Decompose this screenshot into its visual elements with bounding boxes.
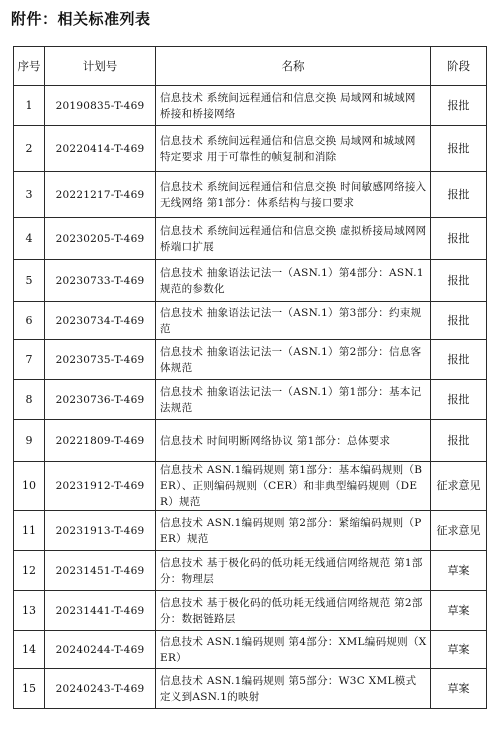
row-stage: 报批 [431, 302, 487, 340]
row-index: 6 [14, 302, 45, 340]
row-index: 10 [14, 462, 45, 511]
row-plan-number: 20221217-T-469 [45, 172, 156, 218]
row-plan-number: 20230733-T-469 [45, 260, 156, 302]
row-index: 14 [14, 631, 45, 669]
table-row [14, 551, 487, 591]
row-standard-name: 信息技术 基于极化码的低功耗无线通信网络规范 第2部分：数据链路层 [156, 591, 431, 631]
header-name: 名称 [156, 47, 431, 86]
row-stage: 草案 [431, 631, 487, 669]
row-stage: 征求意见 [431, 462, 487, 511]
table-row [14, 380, 487, 420]
table-row [14, 591, 487, 631]
row-plan-number: 20230205-T-469 [45, 218, 156, 260]
row-plan-number: 20231451-T-469 [45, 551, 156, 591]
row-stage: 报批 [431, 86, 487, 126]
row-plan-number: 20240244-T-469 [45, 631, 156, 669]
table-row [14, 302, 487, 340]
row-stage: 征求意见 [431, 511, 487, 551]
row-stage: 报批 [431, 126, 487, 172]
table-row [14, 260, 487, 302]
row-standard-name: 信息技术 系统间远程通信和信息交换 时间敏感网络接入无线网络 第1部分：体系结构与接口要求 [156, 172, 431, 218]
row-index: 2 [14, 126, 45, 172]
row-plan-number: 20230735-T-469 [45, 340, 156, 380]
row-standard-name: 信息技术 ASN.1编码规则 第5部分：W3C XML模式定义到ASN.1的映射 [156, 669, 431, 709]
row-plan-number: 20240243-T-469 [45, 669, 156, 709]
row-stage: 报批 [431, 380, 487, 420]
row-index: 12 [14, 551, 45, 591]
header-index: 序号 [14, 47, 45, 86]
row-standard-name: 信息技术 ASN.1编码规则 第1部分：基本编码规则（BER）、正则编码规则（CER）和非典型编码规则（DER）规范 [156, 462, 431, 511]
row-standard-name: 信息技术 系统间远程通信和信息交换 局域网和城域网 桥接和桥接网络 [156, 86, 431, 126]
row-index: 5 [14, 260, 45, 302]
row-stage: 报批 [431, 260, 487, 302]
row-plan-number: 20231912-T-469 [45, 462, 156, 511]
table-row [14, 126, 487, 172]
row-stage: 报批 [431, 420, 487, 462]
row-standard-name: 信息技术 ASN.1编码规则 第4部分：XML编码规则（XER） [156, 631, 431, 669]
row-standard-name: 信息技术 抽象语法记法一（ASN.1）第2部分：信息客体规范 [156, 340, 431, 380]
row-index: 1 [14, 86, 45, 126]
row-index: 7 [14, 340, 45, 380]
table-header-row [14, 47, 487, 86]
row-index: 11 [14, 511, 45, 551]
row-standard-name: 信息技术 抽象语法记法一（ASN.1）第3部分：约束规范 [156, 302, 431, 340]
row-stage: 报批 [431, 340, 487, 380]
standards-table [13, 46, 487, 709]
row-plan-number: 20190835-T-469 [45, 86, 156, 126]
table-body [14, 86, 487, 709]
row-stage: 报批 [431, 218, 487, 260]
table-row [14, 86, 487, 126]
row-standard-name: 信息技术 抽象语法记法一（ASN.1）第1部分：基本记法规范 [156, 380, 431, 420]
row-index: 4 [14, 218, 45, 260]
row-index: 3 [14, 172, 45, 218]
row-index: 15 [14, 669, 45, 709]
table-row [14, 218, 487, 260]
table-row [14, 172, 487, 218]
row-standard-name: 信息技术 时间明断网络协议 第1部分：总体要求 [156, 420, 431, 462]
row-standard-name: 信息技术 系统间远程通信和信息交换 虚拟桥接局域网网桥端口扩展 [156, 218, 431, 260]
table-row [14, 669, 487, 709]
table-row [14, 631, 487, 669]
row-standard-name: 信息技术 系统间远程通信和信息交换 局域网和城域网 特定要求 用于可靠性的帧复制和消除 [156, 126, 431, 172]
header-stage: 阶段 [431, 47, 487, 86]
row-stage: 草案 [431, 669, 487, 709]
table-row [14, 420, 487, 462]
row-plan-number: 20230734-T-469 [45, 302, 156, 340]
row-plan-number: 20221809-T-469 [45, 420, 156, 462]
row-standard-name: 信息技术 ASN.1编码规则 第2部分：紧缩编码规则（PER）规范 [156, 511, 431, 551]
row-stage: 报批 [431, 172, 487, 218]
row-index: 8 [14, 380, 45, 420]
row-plan-number: 20231913-T-469 [45, 511, 156, 551]
table-row [14, 340, 487, 380]
table-row [14, 462, 487, 511]
row-plan-number: 20220414-T-469 [45, 126, 156, 172]
row-index: 13 [14, 591, 45, 631]
row-index: 9 [14, 420, 45, 462]
row-plan-number: 20230736-T-469 [45, 380, 156, 420]
row-standard-name: 信息技术 抽象语法记法一（ASN.1）第4部分：ASN.1规范的参数化 [156, 260, 431, 302]
page-title: 附件：相关标准列表 [11, 10, 151, 28]
row-stage: 草案 [431, 551, 487, 591]
row-stage: 草案 [431, 591, 487, 631]
header-plan-number: 计划号 [45, 47, 156, 86]
row-plan-number: 20231441-T-469 [45, 591, 156, 631]
table-row [14, 511, 487, 551]
row-standard-name: 信息技术 基于极化码的低功耗无线通信网络规范 第1部分：物理层 [156, 551, 431, 591]
